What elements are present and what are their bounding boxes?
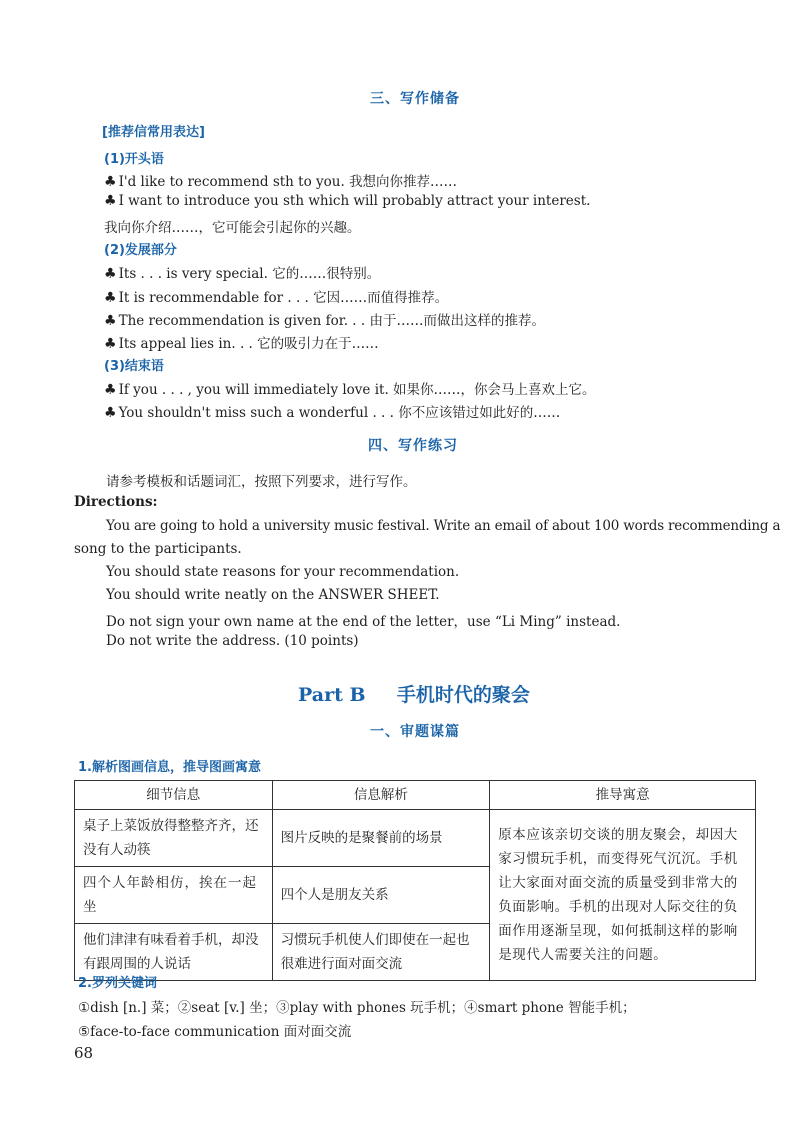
opening-continuation: 我向你介绍……，它可能会引起你的兴趣。: [104, 220, 361, 236]
table-header-cell: 推导寓意: [490, 781, 756, 810]
part-b-heading: [298, 680, 530, 707]
directions-line-5: Do not sign your own name at the end of the letter，use “Li Ming” instead.: [106, 614, 621, 630]
club-bullet-icon: ♣: [104, 193, 117, 209]
table-header-cell: 信息解析: [272, 781, 490, 810]
club-bullet-icon: ♣: [104, 313, 117, 329]
section-title-writing-practice: 四、写作练习: [368, 438, 458, 454]
closing-label: (3)结束语: [104, 359, 164, 374]
table-header-cell: 细节信息: [75, 781, 273, 810]
directions-line-3: You should state reasons for your recommendation.: [106, 564, 460, 580]
table-cell: 四个人年龄相仿，挨在一起坐: [75, 867, 273, 924]
analysis-table: [74, 780, 756, 981]
directions-line-1: You are going to hold a university music festival. Write an email of about 100 words recommending a: [106, 518, 781, 534]
table-header-row: [75, 781, 756, 810]
opening-item-2: ♣ I want to introduce you sth which will probably attract your interest.: [104, 193, 591, 209]
directions-label: Directions:: [74, 494, 158, 510]
club-bullet-icon: ♣: [104, 290, 117, 306]
table-cell: 习惯玩手机使人们即使在一起也很难进行面对面交流: [272, 924, 490, 981]
practice-intro: 请参考模板和话题词汇，按照下列要求，进行写作。: [106, 474, 417, 490]
table-merged-cell: 原本应该亲切交谈的朋友聚会，却因大家习惯玩手机，而变得死气沉沉。手机让大家面对面交流的质量受到非常大的负面影响。手机的出现对人际交往的负面作用逐渐呈现，如何抵制这样的影响是现代人需要关注的问题。: [490, 810, 756, 981]
table-row: [75, 810, 756, 867]
club-bullet-icon: ♣: [104, 382, 117, 398]
directions-line-6: Do not write the address. (10 points): [106, 633, 359, 649]
part-b-label: Part B: [298, 684, 366, 706]
development-item-4: ♣ Its appeal lies in. . . 它的吸引力在于……: [104, 336, 379, 352]
table-cell: 四个人是朋友关系: [272, 867, 490, 924]
club-bullet-icon: ♣: [104, 174, 117, 190]
development-label: (2)发展部分: [104, 243, 177, 258]
club-bullet-icon: ♣: [104, 405, 117, 421]
directions-line-4: You should write neatly on the ANSWER SHEET.: [106, 587, 440, 603]
development-item-2: ♣ It is recommendable for . . . 它因……而值得推荐。: [104, 290, 449, 306]
development-item-1: ♣ Its . . . is very special. 它的……很特别。: [104, 266, 381, 282]
development-item-3: ♣ The recommendation is given for. . . 由于……而做出这样的推荐。: [104, 313, 545, 329]
bracket-title: [推荐信常用表达]: [102, 125, 205, 140]
closing-item-2: ♣ You shouldn't miss such a wonderful . . . 你不应该错过如此好的……: [104, 405, 561, 421]
directions-line-2: song to the participants.: [74, 541, 242, 557]
table-cell: 他们津津有味看着手机，却没有跟周围的人说话: [75, 924, 273, 981]
page-number: 68: [74, 1044, 94, 1062]
section-title-analysis: 一、审题谋篇: [370, 724, 460, 740]
club-bullet-icon: ♣: [104, 266, 117, 282]
part-b-title: 手机时代的聚会: [396, 684, 530, 706]
section-title-writing-reserve: 三、写作储备: [370, 91, 460, 107]
opening-item-1: ♣ I'd like to recommend sth to you. 我想向你推荐……: [104, 174, 458, 190]
keywords-line-1: ①dish [n.] 菜；②seat [v.] 坐；③play with phones 玩手机；④smart phone 智能手机；: [78, 1000, 636, 1016]
keywords-line-2: ⑤face-to-face communication 面对面交流: [78, 1024, 352, 1040]
closing-item-1: ♣ If you . . . , you will immediately love it. 如果你……，你会马上喜欢上它。: [104, 382, 596, 398]
table-cell: 图片反映的是聚餐前的场景: [272, 810, 490, 867]
table-cell: 桌子上菜饭放得整整齐齐，还没有人动筷: [75, 810, 273, 867]
club-bullet-icon: ♣: [104, 336, 117, 352]
subheading-picture-analysis: 1.解析图画信息，推导图画寓意: [78, 760, 261, 775]
subheading-keywords: 2.罗列关键词: [78, 976, 157, 991]
opening-label: (1)开头语: [104, 152, 164, 167]
